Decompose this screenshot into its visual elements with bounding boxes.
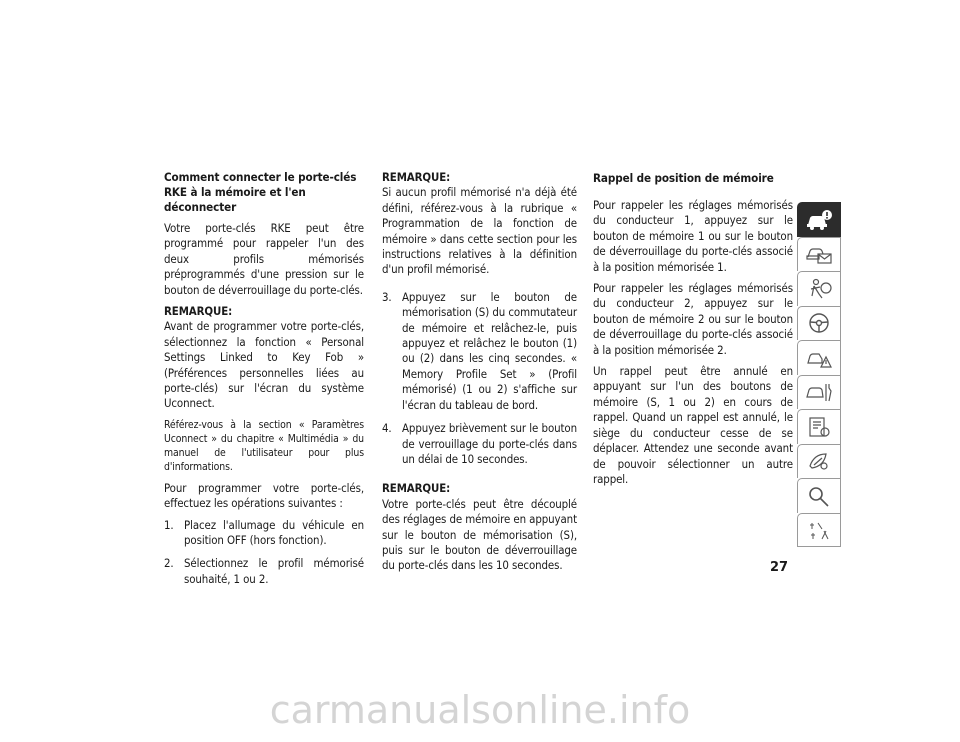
tab-checklist[interactable] <box>797 409 841 444</box>
tab-warning-car[interactable] <box>797 340 841 375</box>
languages-icon <box>804 517 834 543</box>
warning-car-icon <box>804 345 834 371</box>
list-text: Appuyez brièvement sur le bouton de verrouillage du porte-clés dans un délai de 10 secondes. <box>402 421 577 466</box>
tab-mail[interactable] <box>797 237 841 272</box>
note-label: REMARQUE: <box>382 170 451 184</box>
note-label: REMARQUE: <box>382 481 451 496</box>
tab-car-info[interactable] <box>797 202 841 237</box>
list-number: 3. <box>382 289 392 304</box>
car-tools-icon <box>804 379 834 405</box>
magnifier-icon <box>804 483 834 509</box>
car-info-icon <box>804 207 834 233</box>
tab-search[interactable] <box>797 478 841 513</box>
tab-steering-wheel[interactable] <box>797 306 841 341</box>
paragraph: Pour rappeler les réglages mémorisés du conducteur 1, appuyez sur le bouton de mémoire 1 ou sur le bouton de déverrouillage du porte-clés associé à la position mémorisée 1. <box>593 198 793 274</box>
column-2 <box>382 170 577 580</box>
list-item <box>382 421 577 467</box>
column-1 <box>164 170 364 595</box>
list-item <box>164 518 364 549</box>
chapter-tabs <box>797 202 841 547</box>
paragraph: Pour rappeler les réglages mémorisés du conducteur 2, appuyez sur le bouton de mémoire 2 ou sur le bouton de déverrouillage du porte-clés associé à la position mémorisée 2. <box>593 281 793 357</box>
list-text: Sélectionnez le profil mémorisé souhaité, 1 ou 2. <box>184 556 364 586</box>
note-label: REMARQUE: <box>164 304 233 319</box>
list-text: Placez l'allumage du véhicule en position OFF (hors fonction). <box>184 517 364 547</box>
list-number: 1. <box>164 517 174 532</box>
list-number: 2. <box>164 556 174 571</box>
ev-plug-icon <box>804 448 834 474</box>
list-item <box>164 556 364 587</box>
tab-seatbelt-airbag[interactable] <box>797 271 841 306</box>
tab-car-tools[interactable] <box>797 375 841 410</box>
section-heading-recall: Rappel de position de mémoire <box>593 171 774 185</box>
note-text: Si aucun profil mémorisé n'a déjà été défini, référez-vous à la rubrique « Programmation de la fonction de mémoire » dans cette section pour les instructions relatives à la définition d'un profil mémorisé. <box>382 185 577 277</box>
list-number: 4. <box>382 421 392 436</box>
note-text: Votre porte-clés peut être découplé des réglages de mémoire en appuyant sur le bouton de mémorisation (S), puis sur le bouton de déverrouillage du porte-clés dans les 10 secondes. <box>382 496 577 573</box>
section-heading-rke: Comment connecter le porte-clés RKE à la mémoire et l'en déconnecter <box>164 170 357 214</box>
watermark: carmanualsonline.info <box>269 688 691 732</box>
mail-icon <box>804 241 834 267</box>
column-3 <box>593 171 793 493</box>
seatbelt-airbag-icon <box>804 276 834 302</box>
note-text: Avant de programmer votre porte-clés, sélectionnez la fonction « Personal Settings Linked to Key Fob » (Préférences personnelles liées au porte-clés) sur l'écran du système Uconnect. <box>164 319 364 411</box>
list-item <box>382 290 577 413</box>
list-text: Appuyez sur le bouton de mémorisation (S) du commutateur de mémoire et relâchez-le, puis appuyez et relâchez le bouton (1) ou (2) dans les cinq secondes. « Memory Profile Set » (Profil mémorisé) (1 ou 2) s'affiche sur l'écran du tableau de bord. <box>402 289 577 412</box>
paragraph: Votre porte-clés RKE peut être programmé pour rappeler l'un des deux profils mémorisés préprogrammés d'une pression sur le bouton de déverrouillage du porte-clés. <box>164 221 364 297</box>
reference-text: Référez-vous à la section « Paramètres Uconnect » du chapitre « Multimédia » du manuel de l'utilisateur pour plus d'informations. <box>164 418 364 474</box>
tab-languages[interactable] <box>797 513 841 548</box>
tab-ev-plug[interactable] <box>797 444 841 479</box>
steering-wheel-icon <box>804 310 834 336</box>
paragraph: Un rappel peut être annulé en appuyant sur l'un des boutons de mémoire (S, 1 ou 2) en cours de rappel. Quand un rappel est annulé, le siège du conducteur cesse de se déplacer. Attendez une seconde avant de pouvoir sélectionner un autre rappel. <box>593 364 793 486</box>
checklist-icon <box>804 414 834 440</box>
page-number: 27 <box>770 560 789 575</box>
paragraph: Pour programmer votre porte-clés, effectuez les opérations suivantes : <box>164 480 364 511</box>
